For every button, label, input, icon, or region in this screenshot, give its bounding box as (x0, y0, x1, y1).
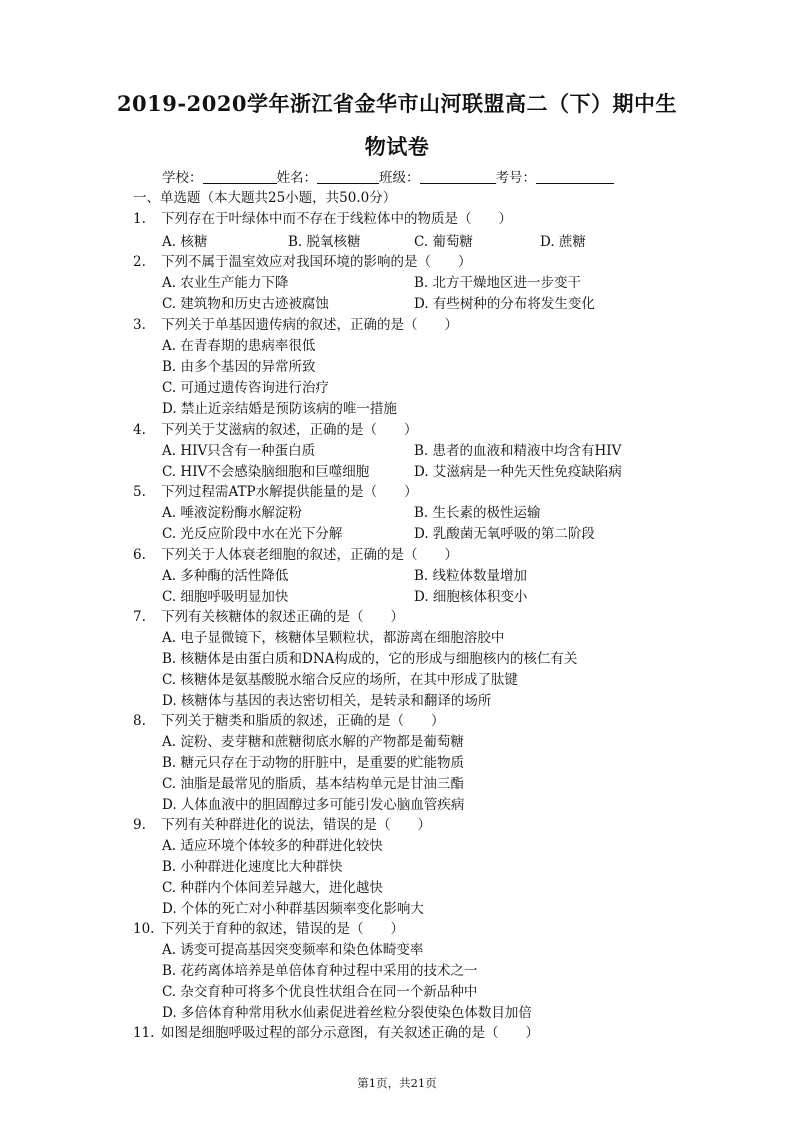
section-heading: 一、单选题（本大题共25小题，共50.0分） (133, 190, 397, 206)
question-2-option-B[interactable]: B. 北方干燥地区进一步变干 (414, 275, 582, 291)
question-9-option-B[interactable]: B. 小种群进化速度比大种群快 (162, 859, 343, 875)
exam-no-label: 考号： (495, 170, 536, 186)
question-1-option-D[interactable]: D. 蔗糖 (540, 234, 586, 250)
class-label: 班级： (379, 170, 420, 186)
question-text: 下列关于育种的叙述，错误的是（ ） (161, 921, 404, 937)
question-7-option-C[interactable]: C. 核糖体是氨基酸脱水缩合反应的场所，在其中形成了肽键 (162, 672, 518, 688)
question-number: 6. (133, 547, 146, 563)
question-10-option-B[interactable]: B. 花药离体培养是单倍体育种过程中采用的技术之一 (162, 963, 478, 979)
question-6-option-A[interactable]: A. 多种酶的活性降低 (162, 568, 289, 584)
question-2-option-D[interactable]: D. 有些树种的分布将发生变化 (414, 296, 595, 312)
question-9-option-C[interactable]: C. 种群内个体间差异越大，进化越快 (162, 880, 383, 896)
question-7-option-D[interactable]: D. 核糖体与基因的表达密切相关，是转录和翻译的场所 (162, 693, 492, 709)
question-4-option-A[interactable]: A. HIV只含有一种蛋白质 (162, 443, 316, 459)
question-text: 下列关于人体衰老细胞的叙述，正确的是（ ） (161, 547, 458, 563)
question-8-option-A[interactable]: A. 淀粉、麦芽糖和蔗糖彻底水解的产物都是葡萄糖 (162, 734, 464, 750)
document-title-line-1: 2019-2020学年浙江省金华市山河联盟高二（下）期中生 (116, 91, 678, 116)
question-number: 1. (133, 211, 146, 227)
question-text: 如图是细胞呼吸过程的部分示意图，有关叙述正确的是（ ） (161, 1025, 539, 1041)
question-4-option-D[interactable]: D. 艾滋病是一种先天性免疫缺陷病 (414, 464, 622, 480)
question-3-option-C[interactable]: C. 可通过遗传咨询进行治疗 (162, 380, 329, 396)
question-2-option-C[interactable]: C. 建筑物和历史古迹被腐蚀 (162, 296, 329, 312)
question-10-option-D[interactable]: D. 多倍体育种常用秋水仙素促进着丝粒分裂使染色体数目加倍 (162, 1005, 532, 1021)
school-blank[interactable] (203, 169, 277, 184)
question-8 (133, 709, 445, 729)
document-title-line-2: 物试卷 (364, 134, 430, 159)
class-blank[interactable] (420, 169, 496, 184)
question-number: 5. (133, 484, 146, 500)
question-number: 4. (133, 422, 146, 438)
question-5-option-B[interactable]: B. 生长素的极性运输 (414, 505, 541, 521)
name-blank[interactable] (317, 169, 379, 184)
question-5-option-C[interactable]: C. 光反应阶段中水在光下分解 (162, 526, 343, 542)
page-footer: 第1页，共21页 (357, 1076, 437, 1090)
question-8-option-B[interactable]: B. 糖元只存在于动物的肝脏中，是重要的贮能物质 (162, 755, 465, 771)
question-number: 3. (133, 317, 146, 333)
question-10-option-C[interactable]: C. 杂交育种可将多个优良性状组合在同一个新品种中 (162, 984, 478, 1000)
question-text: 下列有关种群进化的说法，错误的是（ ） (161, 817, 431, 833)
question-7-option-A[interactable]: A. 电子显微镜下，核糖体呈颗粒状，都游离在细胞溶胶中 (162, 630, 505, 646)
question-4-option-B[interactable]: B. 患者的血液和精液中均含有HIV (414, 443, 622, 459)
question-1-option-C[interactable]: C. 葡萄糖 (414, 234, 473, 250)
question-10-option-A[interactable]: A. 诱变可提高基因突变频率和染色体畸变率 (162, 942, 424, 958)
question-3-option-D[interactable]: D. 禁止近亲结婚是预防该病的唯一措施 (162, 401, 397, 417)
school-label: 学校： (162, 170, 203, 186)
question-1-option-B[interactable]: B. 脱氧核糖 (288, 234, 361, 250)
question-8-option-D[interactable]: D. 人体血液中的胆固醇过多可能引发心脑血管疾病 (162, 797, 465, 813)
question-6 (133, 543, 458, 563)
question-3-option-B[interactable]: B. 由多个基因的异常所致 (162, 359, 316, 375)
question-3-option-A[interactable]: A. 在青春期的患病率很低 (162, 338, 316, 354)
question-2 (133, 250, 472, 270)
question-4-option-C[interactable]: C. HIV不会感染脑细胞和巨噬细胞 (162, 464, 370, 480)
question-9-option-D[interactable]: D. 个体的死亡对小种群基因频率变化影响大 (162, 901, 424, 917)
question-1 (133, 207, 512, 227)
question-7-option-B[interactable]: B. 核糖体是由蛋白质和DNA构成的，它的形成与细胞核内的核仁有关 (162, 651, 578, 667)
question-number: 11. (133, 1025, 155, 1041)
question-number: 10. (133, 921, 155, 937)
question-number: 7. (133, 609, 146, 625)
question-5-option-D[interactable]: D. 乳酸菌无氧呼吸的第二阶段 (414, 526, 595, 542)
question-3 (133, 313, 458, 333)
question-1-option-A[interactable]: A. 核糖 (162, 234, 208, 250)
question-text: 下列存在于叶绿体中而不存在于线粒体中的物质是（ ） (161, 211, 512, 227)
question-text: 下列不属于温室效应对我国环境的影响的是（ ） (161, 254, 472, 270)
question-4 (133, 418, 418, 438)
question-text: 下列有关核糖体的叙述正确的是（ ） (161, 609, 404, 625)
question-10 (133, 917, 404, 937)
question-2-option-A[interactable]: A. 农业生产能力下降 (162, 275, 289, 291)
question-text: 下列过程需ATP水解提供能量的是（ ） (161, 484, 418, 500)
question-8-option-C[interactable]: C. 油脂是最常见的脂质，基本结构单元是甘油三酯 (162, 776, 464, 792)
question-7 (133, 605, 404, 625)
question-6-option-B[interactable]: B. 线粒体数量增加 (414, 568, 528, 584)
question-6-option-C[interactable]: C. 细胞呼吸明显加快 (162, 589, 289, 605)
question-5 (133, 480, 418, 500)
question-9 (133, 813, 431, 833)
question-6-option-D[interactable]: D. 细胞核体积变小 (414, 589, 528, 605)
question-text: 下列关于单基因遗传病的叙述，正确的是（ ） (161, 317, 458, 333)
student-info-row (162, 166, 614, 186)
exam-no-blank[interactable] (536, 169, 614, 184)
question-number: 2. (133, 254, 146, 270)
question-text: 下列关于糖类和脂质的叙述，正确的是（ ） (161, 713, 445, 729)
question-number: 8. (133, 713, 146, 729)
question-9-option-A[interactable]: A. 适应环境个体较多的种群进化较快 (162, 838, 383, 854)
question-text: 下列关于艾滋病的叙述，正确的是（ ） (161, 422, 418, 438)
question-number: 9. (133, 817, 146, 833)
name-label: 姓名： (276, 170, 317, 186)
question-11 (133, 1021, 539, 1041)
question-5-option-A[interactable]: A. 唾液淀粉酶水解淀粉 (162, 505, 302, 521)
